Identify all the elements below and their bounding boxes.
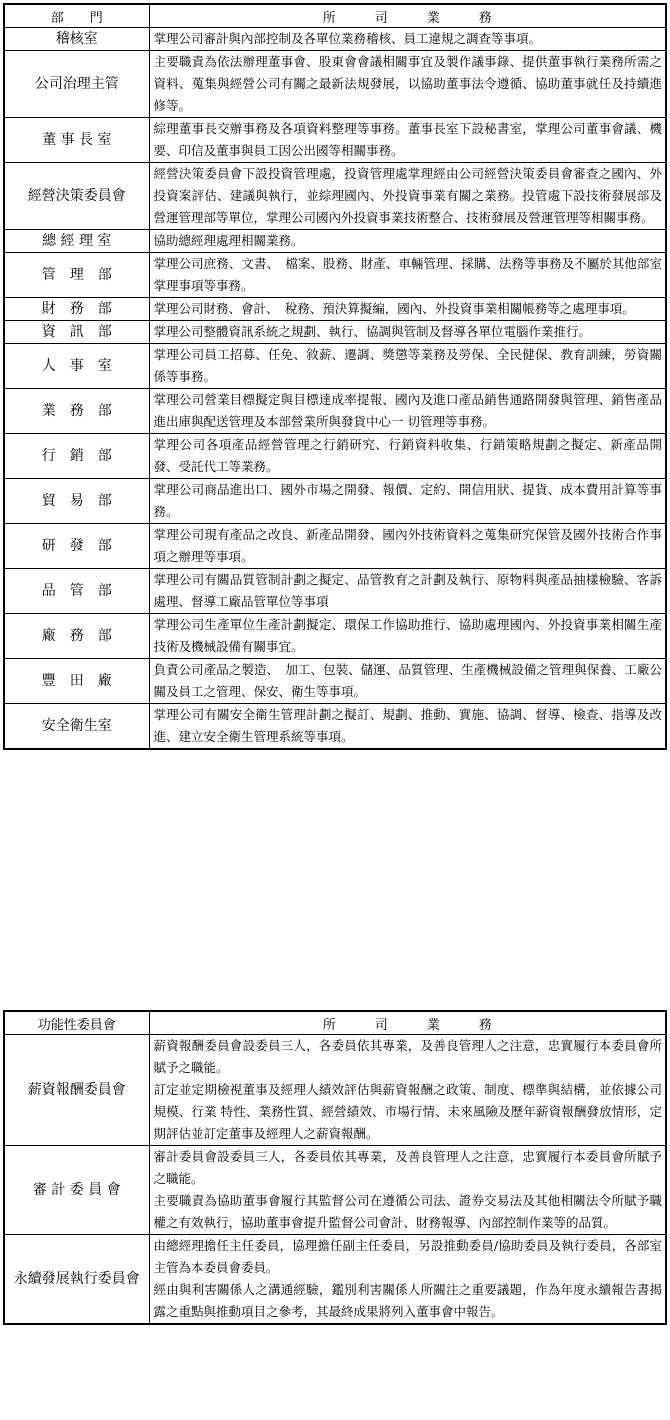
department-row [4, 659, 666, 704]
department-row [4, 569, 666, 614]
unit-duties: 掌理公司各項產品經營管理之行銷研究、行銷資料收集、行銷策略規劃之擬定、新產品開發、受託代工等業務。 [149, 434, 666, 479]
unit-duties [149, 1035, 666, 1146]
header-duties: 所 司 業 務 [149, 1011, 666, 1035]
unit-name: 安全衛生室 [4, 704, 149, 750]
duty-paragraph: 薪資報酬委員會設委員三人，各委員依其專業，及善良管理人之注意，忠實履行本委員會所賦予之職能。 [153, 1038, 662, 1075]
unit-duties: 掌理公司現有產品之改良、新產品開發、國內外技術資料之蒐集研究保管及國外技術合作事項之辦理等事項。 [149, 524, 666, 569]
unit-duties: 掌理公司有關安全衛生管理計劃之擬訂、規劃、推動、實施、協調、督導、檢查、指導及改進、建立安全衛生管理系統等事項。 [149, 704, 666, 750]
department-row [4, 434, 666, 479]
department-row [4, 479, 666, 524]
committees-header-row [4, 1011, 666, 1035]
unit-name: 董 事 長 室 [4, 118, 149, 163]
department-row [4, 230, 666, 253]
committee-row [4, 1146, 666, 1235]
unit-duties [149, 1146, 666, 1235]
unit-duties: 掌理公司庶務、文書、 檔案、股務、財產、車輛管理、採購、法務等事務及不屬於其他部室掌理事項等事務。 [149, 253, 666, 298]
unit-name: 豐 田 廠 [4, 659, 149, 704]
unit-name: 品 管 部 [4, 569, 149, 614]
header-committee: 功能性委員會 [4, 1011, 149, 1035]
unit-duties: 掌理公司員工招募、任免、敘薪、遷調、獎懲等業務及勞保、全民健保、教育訓練，勞資關係等事務。 [149, 344, 666, 389]
unit-name: 總 經 理 室 [4, 230, 149, 253]
unit-name: 財 務 部 [4, 298, 149, 321]
duty-paragraph: 由總經理擔任主任委員，協理擔任副主任委員，另設推動委員/協助委員及執行委員，各部室主管為本委員會委員。 [153, 1238, 662, 1275]
unit-name: 廠 務 部 [4, 614, 149, 659]
header-department: 部 門 [4, 4, 149, 28]
unit-name: 稽核室 [4, 28, 149, 51]
unit-name: 研 發 部 [4, 524, 149, 569]
unit-duties: 掌理公司商品進出口、國外市場之開發、報價、定約、開信用狀、提貨、成本費用計算等事務。 [149, 479, 666, 524]
department-row [4, 389, 666, 434]
unit-name: 經營決策委員會 [4, 163, 149, 230]
department-row [4, 614, 666, 659]
duty-paragraph: 主要職責為協助董事會履行其監督公司在遵循公司法、證券交易法及其他相關法令所賦予職權之有效執行，協助董事會提升監督公司會計、財務報導、內部控制作業等的品質。 [153, 1193, 662, 1230]
unit-duties: 經營決策委員會下設投資管理處，投資管理處掌理經由公司經營決策委員會審查之國內、外投資案評估、建議與執行，並綜理國內、外投資事業有關之業務。投管處下設技術發展部及營運管理部等單位，掌理公司國內外投資事業技術整合、技術發展及營運管理等相關事務。 [149, 163, 666, 230]
unit-duties [149, 1235, 666, 1325]
unit-name: 資 訊 部 [4, 321, 149, 344]
unit-duties: 協助總經理處理相關業務。 [149, 230, 666, 253]
department-row [4, 253, 666, 298]
unit-duties: 掌理公司生產單位生產計劃擬定、環保工作協助推行、協助處理國內、外投資事業相關生產技術及機械設備有關事宜。 [149, 614, 666, 659]
department-row [4, 163, 666, 230]
department-row [4, 344, 666, 389]
departments-header-row [4, 4, 666, 28]
department-row [4, 704, 666, 750]
unit-duties: 負責公司產品之製造、 加工、包裝、儲運、品質管理、生產機械設備之管理與保養、工廠公關及員工之管理、保安、衛生等事項。 [149, 659, 666, 704]
committee-row [4, 1035, 666, 1146]
unit-name: 永續發展執行委員會 [4, 1235, 149, 1325]
unit-name: 公司治理主管 [4, 51, 149, 118]
unit-duties: 掌理公司有關品質管制計劃之擬定、品管教育之計劃及執行、原物料與產品抽樣檢驗、客訴處理、督導工廠品管單位等事項 [149, 569, 666, 614]
unit-duties: 掌理公司整體資訊系統之規劃、執行、協調與管制及督導各單位電腦作業推行。 [149, 321, 666, 344]
department-row [4, 28, 666, 51]
department-row [4, 51, 666, 118]
duty-paragraph: 審計委員會設委員三人，各委員依其專業，及善良管理人之注意，忠實履行本委員會所賦予之職能。 [153, 1149, 662, 1186]
unit-duties: 主要職責為依法辦理董事會、股東會會議相關事宜及製作議事錄、提供董事執行業務所需之資料、蒐集與經營公司有關之最新法規發展，以協助董事法令遵循、協助董事就任及持續進修等。 [149, 51, 666, 118]
department-row [4, 524, 666, 569]
unit-name: 行 銷 部 [4, 434, 149, 479]
duty-paragraph: 訂定並定期檢視董事及經理人績效評估與薪資報酬之政策、制度、標準與結構，並依據公司規模、行業 特性、業務性質、經營績效、市場行情、未來風險及歷年薪資報酬發放情形，定期評估並訂定董事及經理人之薪資報酬。 [153, 1082, 662, 1141]
unit-duties: 掌理公司營業目標擬定與目標達成率提報、國內及進口產品銷售通路開發與管理、銷售產品進出庫與配送管理及本部營業所與發貨中心一 切管理等事務。 [149, 389, 666, 434]
unit-name: 人 事 室 [4, 344, 149, 389]
unit-duties: 掌理公司審計與內部控制及各單位業務稽核、員工違規之調查等事項。 [149, 28, 666, 51]
unit-duties: 綜理董事長交辦事務及各項資料整理等事務。董事長室下設秘書室，掌理公司董事會議、機要、印信及董事與員工因公出國等相關事務。 [149, 118, 666, 163]
department-row [4, 321, 666, 344]
unit-name: 業 務 部 [4, 389, 149, 434]
duty-paragraph: 經由與利害關係人之溝通經驗，鑑別利害關係人所關注之重要議題，作為年度永續報告書揭露之重點與推動項目之參考，其最終成果將列入董事會中報告。 [153, 1282, 662, 1319]
committees-table [3, 1010, 667, 1325]
department-row [4, 118, 666, 163]
unit-name: 貿 易 部 [4, 479, 149, 524]
department-row [4, 298, 666, 321]
unit-name: 管 理 部 [4, 253, 149, 298]
committee-row [4, 1235, 666, 1325]
unit-duties: 掌理公司財務、會計、 稅務、預決算擬編，國內、外投資事業相關帳務等之處理事項。 [149, 298, 666, 321]
header-duties: 所 司 業 務 [149, 4, 666, 28]
unit-name: 審 計 委 員 會 [4, 1146, 149, 1235]
departments-table [3, 3, 667, 750]
unit-name: 薪資報酬委員會 [4, 1035, 149, 1146]
